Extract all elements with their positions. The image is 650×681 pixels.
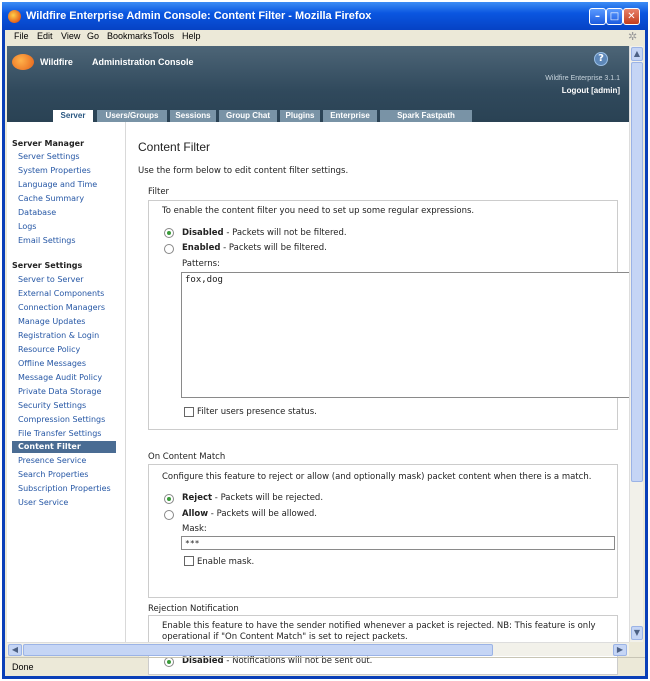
menu-bar xyxy=(5,30,645,44)
scroll-up-icon[interactable]: ▲ xyxy=(631,47,643,61)
rejection-section-label: Rejection Notification xyxy=(148,604,239,614)
sidebar-item-subscription-properties[interactable]: Subscription Properties xyxy=(18,484,111,493)
sidebar-item-offline-messages[interactable]: Offline Messages xyxy=(18,359,87,368)
sidebar-item-content-filter[interactable]: Content Filter xyxy=(12,441,116,453)
throbber-icon: ✲ xyxy=(628,31,638,43)
minimize-button[interactable]: – xyxy=(589,8,606,25)
tab-plugins[interactable]: Plugins xyxy=(280,110,320,122)
filter-disabled-label: Disabled - Packets will not be filtered. xyxy=(182,228,347,238)
filter-presence-label: Filter users presence status. xyxy=(197,407,317,417)
sidebar-item-private-data-storage[interactable]: Private Data Storage xyxy=(18,387,102,396)
title-bar[interactable] xyxy=(2,2,648,30)
allow-label: Allow - Packets will be allowed. xyxy=(182,509,317,519)
menu-bookmarks[interactable]: Bookmarks xyxy=(107,31,153,41)
tab-server[interactable]: Server xyxy=(53,110,93,124)
filter-enabled-radio[interactable] xyxy=(164,244,174,254)
browser-window xyxy=(2,2,648,679)
main-content xyxy=(125,122,629,666)
tab-users-groups[interactable]: Users/Groups xyxy=(97,110,167,122)
brand-name: Wildfire xyxy=(40,57,73,67)
sidebar-item-language-time[interactable]: Language and Time xyxy=(18,180,98,189)
allow-radio[interactable] xyxy=(164,510,174,520)
sidebar-item-security-settings[interactable]: Security Settings xyxy=(18,401,87,410)
notification-disabled-label: Disabled - Notifications will not be sent out. xyxy=(182,656,373,666)
sidebar xyxy=(7,122,121,642)
version-label: Wildfire Enterprise 3.1.1 xyxy=(545,75,620,82)
enable-mask-label: Enable mask. xyxy=(197,557,255,567)
sidebar-item-compression-settings[interactable]: Compression Settings xyxy=(18,415,106,424)
tab-enterprise[interactable]: Enterprise xyxy=(323,110,377,122)
sidebar-item-logs[interactable]: Logs xyxy=(18,222,37,231)
sidebar-item-registration-login[interactable]: Registration & Login xyxy=(18,331,100,340)
filter-enabled-label: Enabled - Packets will be filtered. xyxy=(182,243,327,253)
match-section xyxy=(148,464,618,598)
tab-spark-fastpath[interactable]: Spark Fastpath xyxy=(380,110,472,122)
menu-view[interactable]: View xyxy=(61,31,81,41)
status-bar xyxy=(5,657,645,676)
sidebar-item-server-to-server[interactable]: Server to Server xyxy=(18,275,84,284)
menu-edit[interactable]: Edit xyxy=(37,31,53,41)
vertical-scroll-thumb[interactable] xyxy=(631,62,643,482)
logout-link[interactable]: Logout [admin] xyxy=(561,86,620,95)
page-viewport xyxy=(7,46,629,666)
wildfire-logo-icon xyxy=(12,54,34,70)
rejection-description-1: Enable this feature to have the sender notified whenever a packet is rejected. NB: This feature is only xyxy=(162,621,596,631)
sidebar-section-server-settings: Server Settings xyxy=(12,261,83,270)
maximize-button[interactable]: □ xyxy=(606,8,623,25)
reject-label: Reject - Packets will be rejected. xyxy=(182,493,324,503)
filter-presence-checkbox[interactable] xyxy=(184,407,194,417)
match-description: Configure this feature to reject or allow (and optionally mask) packet content when there is a match. xyxy=(162,472,592,482)
window-title: Wildfire Enterprise Admin Console: Content Filter - Mozilla Firefox xyxy=(26,10,372,22)
sidebar-item-system-properties[interactable]: System Properties xyxy=(18,166,91,175)
tab-group-chat[interactable]: Group Chat xyxy=(219,110,277,122)
scroll-right-icon[interactable]: ▶ xyxy=(613,644,627,656)
sidebar-item-presence-service[interactable]: Presence Service xyxy=(18,456,87,465)
match-section-label: On Content Match xyxy=(148,452,226,462)
horizontal-scrollbar[interactable] xyxy=(7,642,629,656)
status-text: Done xyxy=(12,662,34,672)
intro-text: Use the form below to edit content filter settings. xyxy=(138,166,349,176)
scroll-down-icon[interactable]: ▼ xyxy=(631,626,643,640)
horizontal-scroll-thumb[interactable] xyxy=(23,644,493,656)
mask-input[interactable]: *** xyxy=(181,536,615,550)
sidebar-item-email-settings[interactable]: Email Settings xyxy=(18,236,76,245)
help-icon[interactable]: ? xyxy=(594,52,608,66)
mask-label: Mask: xyxy=(182,524,207,534)
close-button[interactable]: ✕ xyxy=(623,8,640,25)
scroll-left-icon[interactable]: ◀ xyxy=(8,644,22,656)
console-title: Administration Console xyxy=(92,57,194,67)
rejection-description-2: operational if "On Content Match" is set to reject packets. xyxy=(162,632,408,642)
console-header xyxy=(7,46,629,122)
browser-client xyxy=(5,30,645,676)
sidebar-item-manage-updates[interactable]: Manage Updates xyxy=(18,317,86,326)
sidebar-item-user-service[interactable]: User Service xyxy=(18,498,69,507)
sidebar-item-connection-managers[interactable]: Connection Managers xyxy=(18,303,106,312)
filter-disabled-radio[interactable] xyxy=(164,228,174,238)
tab-sessions[interactable]: Sessions xyxy=(170,110,216,122)
page-title: Content Filter xyxy=(138,140,211,154)
sidebar-item-server-settings[interactable]: Server Settings xyxy=(18,152,80,161)
firefox-icon xyxy=(8,10,21,23)
menu-file[interactable]: File xyxy=(14,31,29,41)
sidebar-item-search-properties[interactable]: Search Properties xyxy=(18,470,89,479)
sidebar-section-server-manager: Server Manager xyxy=(12,139,85,148)
patterns-label: Patterns: xyxy=(182,259,220,269)
sidebar-item-external-components[interactable]: External Components xyxy=(18,289,105,298)
enable-mask-checkbox[interactable] xyxy=(184,556,194,566)
vertical-scrollbar[interactable] xyxy=(629,46,643,642)
sidebar-item-cache-summary[interactable]: Cache Summary xyxy=(18,194,85,203)
sidebar-item-resource-policy[interactable]: Resource Policy xyxy=(18,345,81,354)
patterns-textarea[interactable]: fox,dog xyxy=(181,272,630,398)
filter-description: To enable the content filter you need to set up some regular expressions. xyxy=(162,206,475,216)
menu-tools[interactable]: Tools xyxy=(153,31,175,41)
menu-go[interactable]: Go xyxy=(87,31,100,41)
sidebar-item-message-audit-policy[interactable]: Message Audit Policy xyxy=(18,373,103,382)
menu-help[interactable]: Help xyxy=(182,31,201,41)
sidebar-item-file-transfer-settings[interactable]: File Transfer Settings xyxy=(18,429,102,438)
filter-section-label: Filter xyxy=(148,187,170,197)
reject-radio[interactable] xyxy=(164,494,174,504)
sidebar-item-database[interactable]: Database xyxy=(18,208,57,217)
